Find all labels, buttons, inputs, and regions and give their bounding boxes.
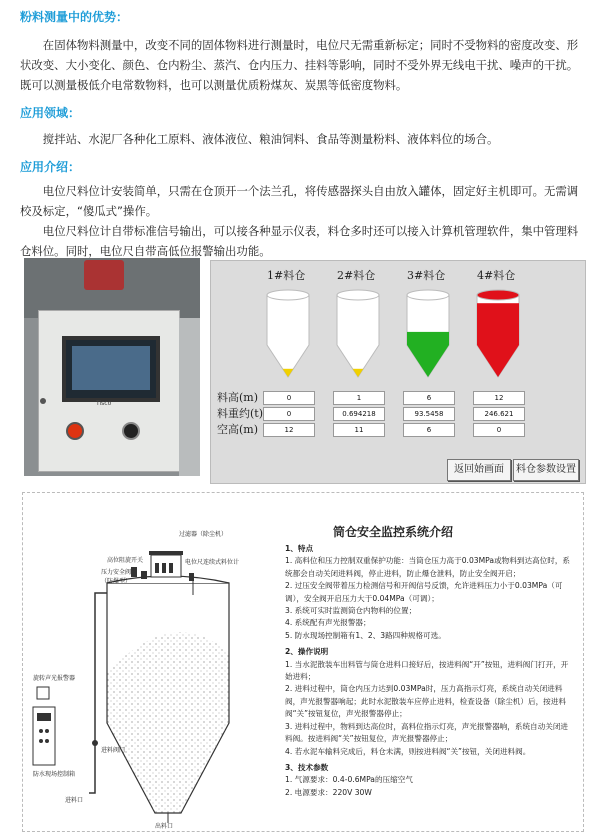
label-inlet: 进料口: [65, 797, 84, 804]
tank-fill: [403, 332, 453, 377]
section-paragraph: 电位尺料位计自带标准信号输出，可以接各种显示仪表，料仓多时还可以接入计算机管理软件，集中管理料仓料位。同时，电位尺自带高低位报警输出功能。: [20, 224, 579, 258]
ops-item: 1. 当水泥散装车出料管与筒仓进料口接好后，按进料阀“开”按钮，进料阀门打开，开始进料；: [285, 659, 569, 682]
tank-title: 4#料仓: [477, 269, 516, 282]
tank-weight-value: 93.5458: [403, 407, 455, 421]
features-heading: 1、特点: [285, 544, 314, 553]
tank-title: 2#料仓: [337, 269, 376, 282]
tank-graphic: [333, 285, 383, 381]
tech-item: 2. 电源要求：220V 30W: [285, 787, 372, 797]
tank-empty-value: 12: [263, 423, 315, 437]
tech-heading: 3、技术参数: [285, 762, 329, 772]
section-heading: 应用领域：: [20, 106, 81, 120]
tank-empty-value: 0: [473, 423, 525, 437]
tank-weight-value: 246.621: [473, 407, 525, 421]
row-label-empty: 空高(m): [217, 423, 259, 436]
feature-item: 2. 过压安全阀带着压力检测信号和开阀信号反馈，允许进料压力小于0.03MPa（可调），安全阀开启压力大于0.04MPa（可调）；: [285, 581, 563, 603]
tech-item: 1. 气源要求：0.4-0.6MPa的压缩空气: [285, 775, 413, 785]
section-heading: 粉料测量中的优势：: [20, 10, 129, 24]
tank-graphic: [263, 285, 313, 381]
tank-empty-value: 6: [403, 423, 455, 437]
section-paragraph: 搅拌站、水泥厂各种化工原料、液体液位、粮油饲料、食品等测量粉料、液体料位的场合。: [42, 132, 499, 146]
feature-item: 5. 防水现场控制箱有1、2、3路四种规格可选。: [285, 630, 446, 640]
tank-level-value: 1: [333, 391, 385, 405]
tank-fill: [333, 369, 383, 377]
home-button[interactable]: 返回始画面: [447, 459, 511, 481]
ops-item: 3. 进料过程中，物料到达高位时，高料位指示灯亮，声光报警器响，系统自动关闭进料阀。按进料阀“关”按钮复位，声光报警器停止；: [285, 721, 569, 744]
tank-title: 3#料仓: [407, 269, 446, 282]
silo-safety-diagram: [22, 492, 584, 832]
section-introduction: [20, 158, 585, 261]
tank-fill: [263, 369, 313, 377]
ops-heading: 2、操作说明: [285, 647, 329, 657]
section-paragraph: 电位尺料位计安装简单，只需在仓顶开一个法兰孔，将传感器探头自由放入罐体，固定好主机即可。无需调校及标定，“傻瓜式”操作。: [20, 184, 579, 218]
section-paragraph: 在固体物料测量中，改变不同的固体物料进行测量时，电位尺无需重新标定；同时不受物料的密度改变、形状改变、大小变化、颜色、仓内粉尘、蒸汽、仓内压力、挂料等影响，同时不受外界无线电干扰、噪声的干扰。既可以测量极低介电常数物料，也可以测量优质粉煤灰、炭黑等低密度物料。: [20, 38, 579, 92]
tank-level-value: 0: [263, 391, 315, 405]
feature-item: 1. 高料位和压力控制双重保护功能：当筒仓压力高于0.03MPa或物料到达高位时，系统都会自动关闭进料阀，停止进料，防止爆仓泄料，防止安全阀开启；: [285, 556, 571, 578]
ops-item: 4. 若水泥车输料完成后，料仓未满，则按进料阀“关”按钮，关闭进料阀。: [285, 746, 531, 756]
diagram-title: 筒仓安全监控系统介绍: [333, 525, 454, 539]
tank-level-value: 6: [403, 391, 455, 405]
tank-level-value: 12: [473, 391, 525, 405]
label-alarm: 旋转声光报警器: [33, 675, 76, 682]
tank-fill: [473, 303, 523, 377]
label-level-meter: 电位尺连续式料位计: [185, 559, 240, 566]
brand-label: Tisco: [96, 400, 112, 407]
tank-settings-button[interactable]: 料仓参数设置: [513, 459, 579, 481]
row-label-weight: 料重约(t): [217, 407, 264, 420]
section-advantages: [20, 8, 585, 95]
label-outlet: 出料口: [155, 823, 174, 830]
section-applications: [20, 104, 585, 149]
label-control-cabinet: 防水现场控制箱: [33, 771, 76, 778]
tank-graphic: [473, 285, 523, 381]
label-hi-level-switch: 高位阻旋开关: [107, 557, 144, 564]
hmi-screen: [210, 260, 586, 484]
ops-item: 2. 进料过程中，筒仓内压力达到0.03MPa时，压力高指示灯亮，系统自动关闭进料阀，声光报警器响起；此时水泥散装车应停止进料，检查设备（除尘机）后，按进料阀“关”按钮复位，声光报警器停止；: [285, 684, 566, 719]
section-heading: 应用介绍：: [20, 160, 81, 174]
silo-drawing: [23, 493, 273, 831]
control-cabinet-photo: [24, 258, 200, 476]
label-dust-collector: 过滤器（除尘机）: [179, 531, 228, 538]
label-inlet-valve: 进料阀门: [101, 747, 126, 754]
tank-empty-value: 11: [333, 423, 385, 437]
tank-graphic: [403, 285, 453, 381]
feature-item: 3. 系统可实时监测筒仓内物料的位置；: [285, 606, 417, 616]
label-pressure-valve: 压力安全阀（防爆型）: [101, 569, 132, 585]
diagram-features: [285, 543, 575, 799]
tank-weight-value: 0.694218: [333, 407, 385, 421]
row-label-level: 料高(m): [217, 391, 259, 404]
tank-weight-value: 0: [263, 407, 315, 421]
tank-title: 1#料仓: [267, 269, 306, 282]
feature-item: 4. 系统配有声光报警器；: [285, 618, 371, 628]
